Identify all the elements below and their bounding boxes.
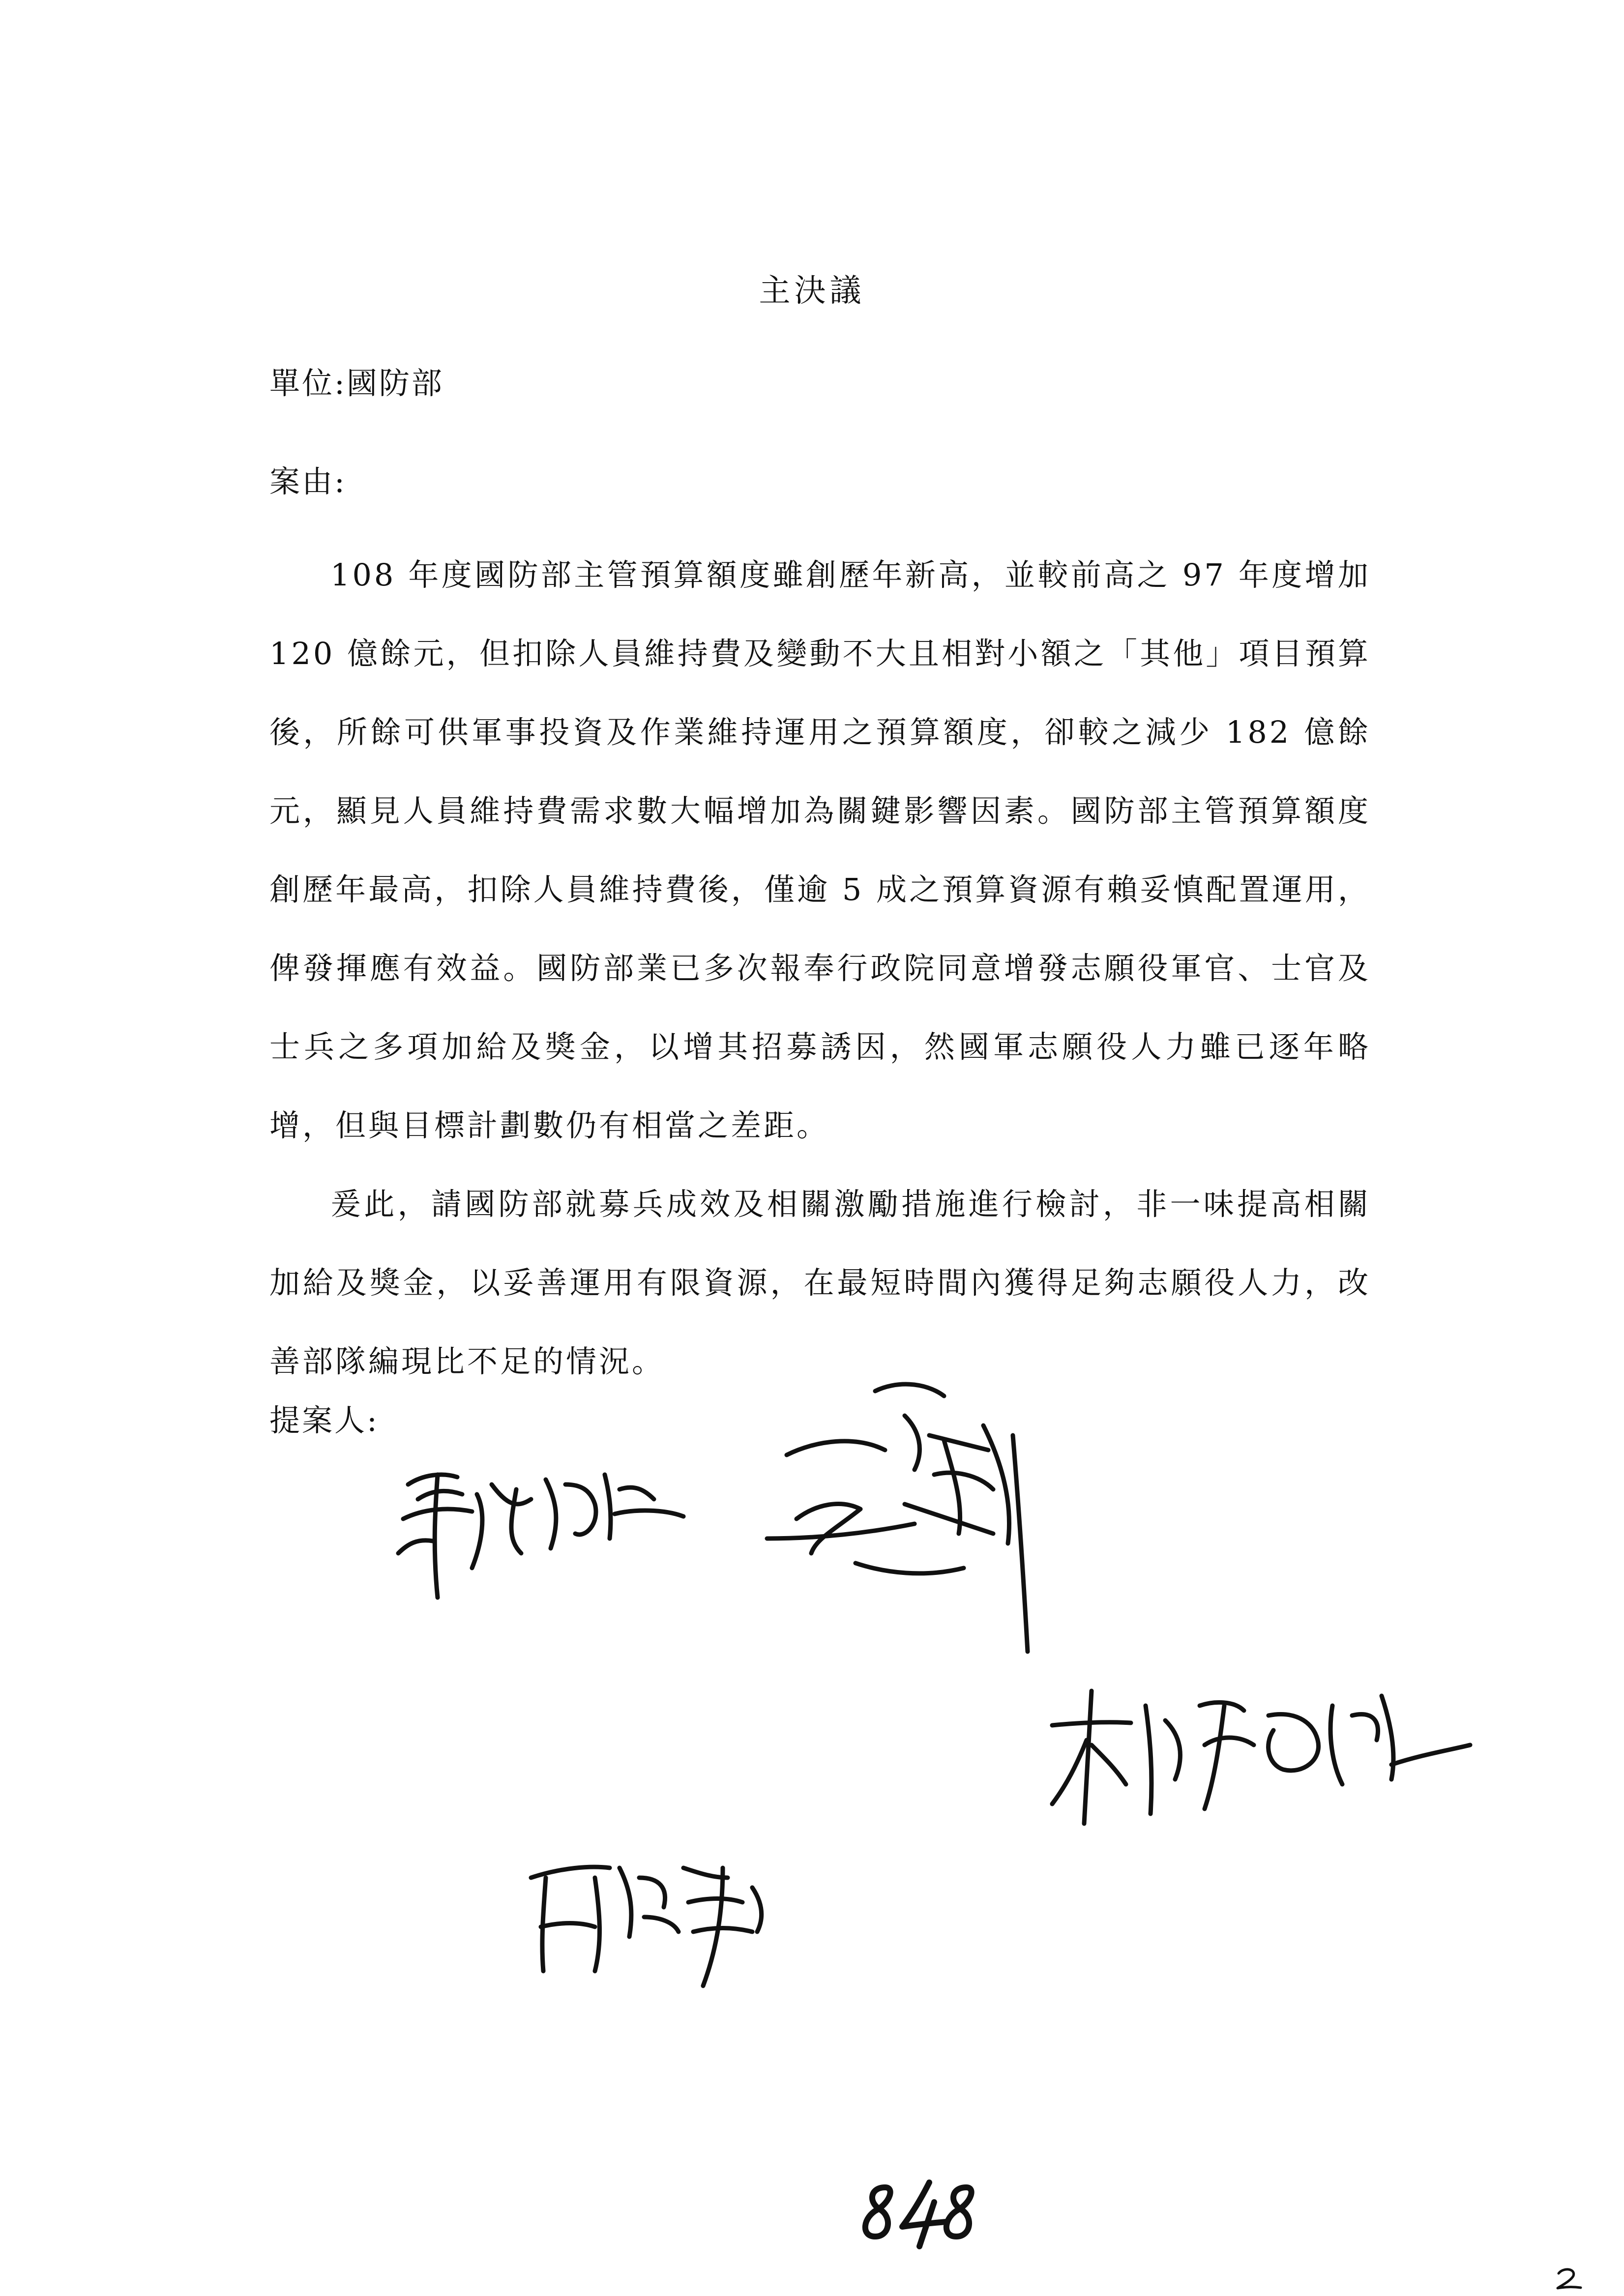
- cause-label: 案由:: [269, 464, 347, 499]
- paragraph-1: 108 年度國防部主管預算額度雖創歷年新高，並較前高之 97 年度增加 120 億餘元，但扣除人員維持費及變動不大且相對小額之「其他」項目預算後，所餘可供軍事投資及作業維持運用之預算額度，卻較之減少 182 億餘元，顯見人員維持費需求數大幅增加為關鍵影響因素。國防部主管預算額度創歷年最高，扣除人員維持費後，僅逾 5 成之預算資源有賴妥慎配置運用，俾發揮應有效益。國防部業已多次報奉行政院同意增發志願役軍官、士官及士兵之多項加給及獎金，以增其招募誘因，然國軍志願役人力雖已逐年略增，但與目標計劃數仍有相當之差距。: [269, 557, 1371, 1143]
- signature-2-icon: [757, 1376, 1072, 1691]
- resolution-body: [269, 536, 1371, 1401]
- signature-3-icon: [1037, 1676, 1475, 1843]
- paragraph-2: 爰此，請國防部就募兵成效及相關激勵措施進行檢討，非一味提高相關加給及獎金，以妥善運用有限資源，在最短時間內獲得足夠志願役人力，改善部隊編現比不足的情況。: [269, 1186, 1371, 1379]
- handwritten-page-number-icon: [856, 2173, 983, 2251]
- signature-4-icon: [521, 1848, 797, 1996]
- document-title: 主決議: [759, 273, 865, 309]
- proposer-label: 提案人:: [269, 1402, 379, 1438]
- signature-1-icon: [388, 1455, 703, 1612]
- unit-line: 單位:國防部: [269, 365, 444, 401]
- corner-mark-icon: [1554, 2266, 1583, 2291]
